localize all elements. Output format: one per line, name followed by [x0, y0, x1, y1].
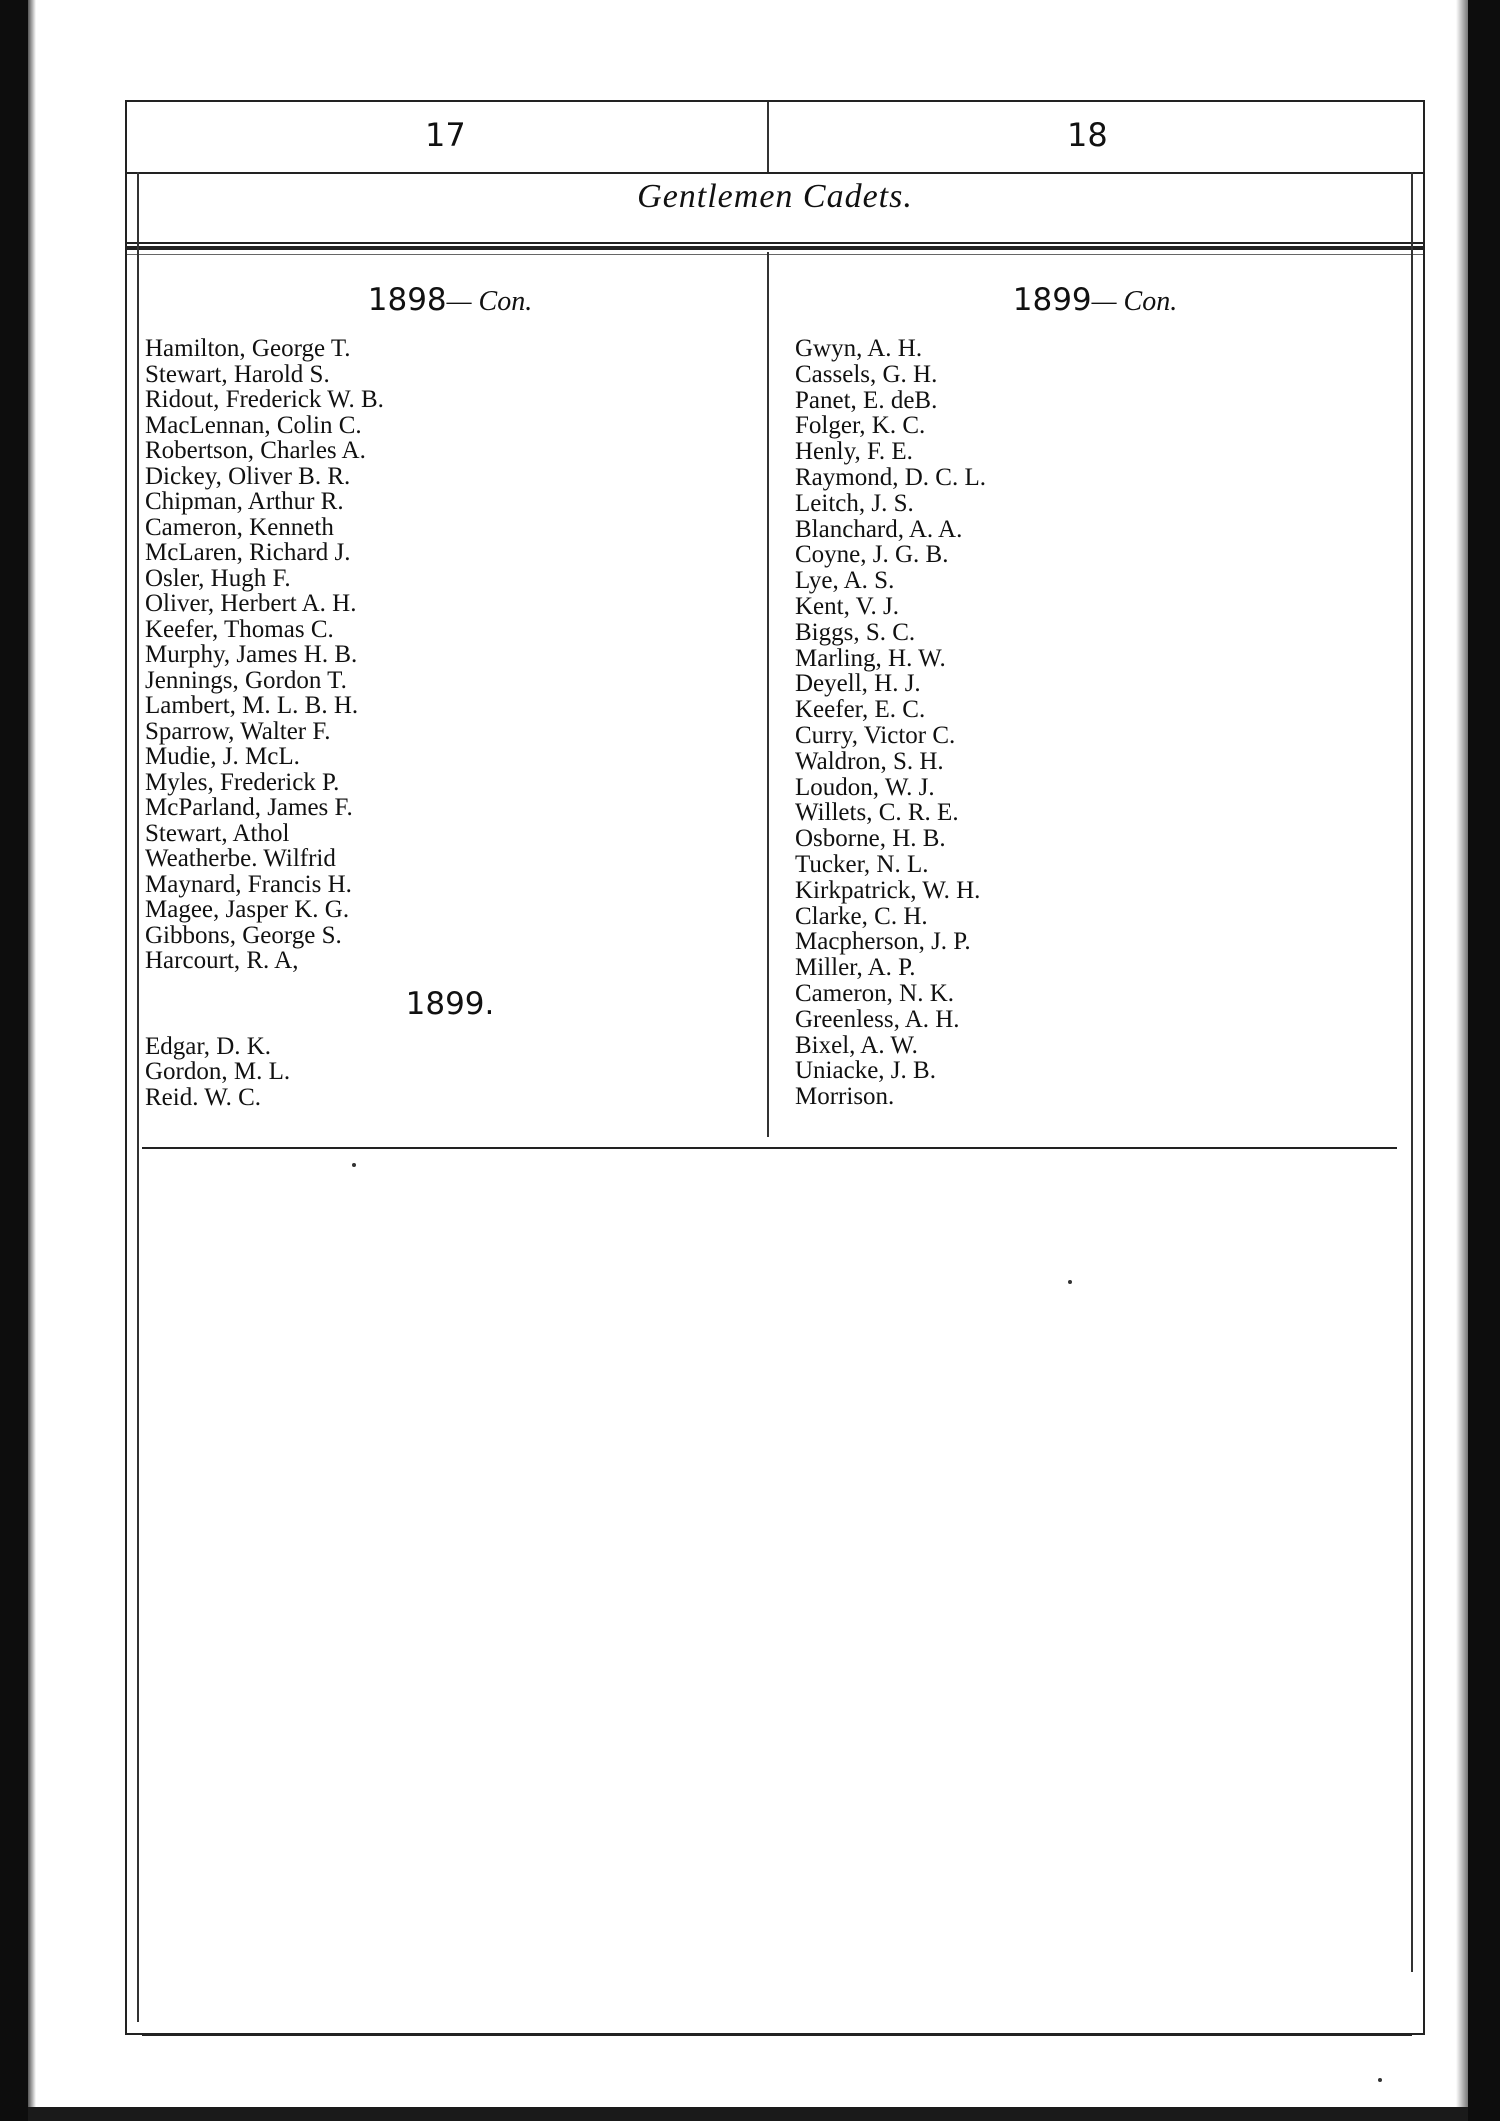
cadet-name: Sparrow, Walter F.	[145, 717, 331, 745]
cadet-name: Waldron, S. H.	[795, 747, 944, 775]
cadet-name: Marling, H. W.	[795, 644, 946, 672]
cadet-list-1899-con	[795, 336, 1395, 1110]
left-column	[145, 282, 755, 1110]
cadet-name: Macpherson, J. P.	[795, 928, 971, 956]
cadet-name: Curry, Victor C.	[795, 721, 956, 749]
cadet-name: Lambert, M. L. B. H.	[145, 692, 359, 719]
cadet-name: Deyell, H. J.	[795, 670, 921, 698]
cadet-name: Leitch, J. S.	[795, 489, 914, 517]
cadet-name: Chipman, Arthur R.	[145, 488, 344, 515]
cadet-name: Osler, Hugh F.	[145, 564, 291, 592]
cadet-name: MacLennan, Colin C.	[145, 411, 362, 439]
cadet-name: Henly, F. E.	[795, 438, 913, 466]
cadet-name: Folger, K. C.	[795, 412, 926, 440]
cadet-name: Oliver, Herbert A. H.	[145, 590, 357, 617]
cadet-name: Panet, E. deB.	[795, 386, 938, 414]
section-title: Gentlemen Cadets.	[637, 178, 913, 215]
speck	[352, 1163, 356, 1167]
cadet-name: Dickey, Oliver B. R.	[145, 462, 351, 490]
cadet-name: Cameron, Kenneth	[145, 513, 334, 541]
cadet-name: Biggs, S. C.	[795, 618, 916, 646]
cadet-name: Reid. W. C.	[145, 1083, 261, 1111]
cadet-name: Harcourt, R. A,	[145, 947, 299, 974]
cadet-name: Greenless, A. H.	[795, 1005, 960, 1033]
cadet-name: Murphy, James H. B.	[145, 641, 358, 668]
cadet-name: Bixel, A. W.	[795, 1031, 918, 1059]
year-heading-1898	[145, 282, 755, 318]
cadet-name: Gwyn, A. H.	[795, 335, 923, 362]
cadet-name: Keefer, Thomas C.	[145, 615, 334, 643]
speck	[1068, 1280, 1072, 1284]
page-number-row	[127, 102, 1423, 174]
frame-bottom-rule	[142, 2034, 1412, 2036]
cadet-name: McParland, James F.	[145, 794, 353, 821]
cadet-name: Myles, Frederick P.	[145, 768, 340, 796]
cadet-name: Robertson, Charles A.	[145, 437, 366, 464]
cadet-name: Gordon, M. L.	[145, 1058, 291, 1085]
cadet-name: Edgar, D. K.	[145, 1032, 272, 1060]
year-number: 1898	[367, 282, 447, 318]
cadet-name: Magee, Jasper K. G.	[145, 896, 350, 923]
cadet-name: McLaren, Richard J.	[145, 539, 351, 566]
right-shadow	[1456, 0, 1468, 2121]
columns-bottom-rule	[142, 1147, 1397, 1149]
cadet-name: Stewart, Athol	[145, 819, 290, 847]
cadet-name: Willets, C. R. E.	[795, 799, 959, 827]
page-right-edge	[1468, 0, 1500, 2121]
page-bottom-edge	[28, 2107, 1468, 2121]
cadet-name: Kirkpatrick, W. H.	[795, 876, 981, 904]
cadet-name: Jennings, Gordon T.	[145, 666, 347, 694]
inner-left-rule	[137, 172, 139, 2022]
cadet-name: Raymond, D. C. L.	[795, 463, 986, 491]
cadet-name: Stewart, Harold S.	[145, 360, 330, 388]
cadet-name: Clarke, C. H.	[795, 902, 928, 930]
header-divider	[767, 102, 769, 172]
inner-right-rule	[1411, 172, 1413, 1972]
title-rule	[127, 246, 1423, 250]
speck	[1378, 2078, 1382, 2082]
cadet-name: Cameron, N. K.	[795, 979, 954, 1007]
cadet-name: Morrison.	[795, 1083, 895, 1111]
title-rule-thin	[127, 254, 1423, 255]
binding-shadow	[28, 0, 36, 2121]
year-heading-1899-con	[795, 282, 1395, 318]
cadet-name: Miller, A. P.	[795, 954, 916, 982]
cadet-name: Keefer, E. C.	[795, 696, 926, 724]
cadet-name: Gibbons, George S.	[145, 921, 342, 949]
cadet-name: Hamilton, George T.	[145, 335, 351, 362]
cadet-name: Cassels, G. H.	[795, 360, 938, 388]
cadet-name: Maynard, Francis H.	[145, 870, 352, 898]
cadet-name: Tucker, N. L.	[795, 850, 929, 878]
year-suffix: — Con.	[1091, 286, 1178, 317]
cadet-list-1898	[145, 336, 755, 974]
column-divider	[767, 252, 769, 1137]
cadet-name: Blanchard, A. A.	[795, 515, 963, 543]
cadet-name: Mudie, J. McL.	[145, 743, 300, 770]
year-suffix: — Con.	[446, 286, 533, 317]
page-binding-edge	[0, 0, 28, 2121]
right-column	[795, 282, 1395, 1110]
page-number-right: 18	[1067, 116, 1108, 154]
year-number: 1899	[1012, 282, 1092, 318]
cadet-name: Uniacke, J. B.	[795, 1057, 936, 1085]
cadet-name: Weatherbe. Wilfrid	[145, 845, 336, 872]
register-frame	[125, 100, 1425, 2035]
year-heading-1899: 1899.	[405, 985, 495, 1022]
cadet-name: Lye, A. S.	[795, 567, 895, 595]
cadet-list-1899-start	[145, 1034, 755, 1111]
page-number-left: 17	[425, 116, 466, 154]
cadet-name: Kent, V. J.	[795, 592, 899, 620]
cadet-name: Loudon, W. J.	[795, 773, 935, 801]
cadet-name: Osborne, H. B.	[795, 825, 946, 853]
cadet-name: Ridout, Frederick W. B.	[145, 386, 384, 413]
cadet-name: Coyne, J. G. B.	[795, 541, 949, 569]
